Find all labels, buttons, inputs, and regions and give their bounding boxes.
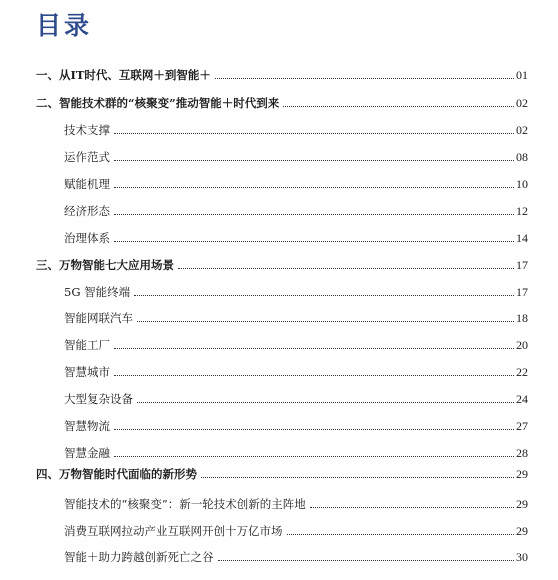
toc-entry-label: 智能＋助力跨越创新死亡之谷 [64, 550, 214, 564]
toc-entry-page-number: 12 [516, 204, 528, 218]
toc-entry-label: 运作范式 [64, 150, 110, 164]
toc-entry-page-number: 02 [516, 123, 528, 137]
dot-leader [287, 534, 515, 535]
dot-leader [114, 375, 514, 376]
toc-entry-label: 一、从IT时代、互联网＋到智能＋ [36, 68, 211, 82]
dot-leader [215, 78, 514, 79]
toc-entry-page-number: 02 [516, 96, 528, 110]
dot-leader [114, 187, 514, 188]
toc-entry[interactable] [64, 361, 528, 379]
toc-entry-page-number: 10 [516, 177, 528, 191]
toc-entry-label: 智能网联汽车 [64, 311, 133, 325]
toc-entry-label: 智能工厂 [64, 338, 110, 352]
toc-entry-page-number: 17 [516, 285, 528, 299]
toc-entry[interactable] [64, 281, 528, 299]
dot-leader [114, 456, 514, 457]
dot-leader [218, 560, 515, 561]
toc-entry-label: 消费互联网拉动产业互联网开创十万亿市场 [64, 524, 283, 538]
toc-entry-label: 智慧物流 [64, 419, 110, 433]
toc-entry-page-number: 22 [516, 365, 528, 379]
toc-entry-page-number: 30 [516, 550, 528, 564]
toc-entry-page-number: 14 [516, 231, 528, 245]
toc-entry-page-number: 01 [516, 68, 528, 82]
dot-leader [114, 214, 514, 215]
toc-entry-page-number: 24 [516, 392, 528, 406]
toc-entry-label: 三、万物智能七大应用场景 [36, 258, 174, 272]
toc-entry[interactable] [64, 388, 528, 406]
toc-entry[interactable] [64, 173, 528, 191]
page-title: 目录 [36, 11, 93, 40]
toc-entry-label: 大型复杂设备 [64, 392, 133, 406]
toc-entry[interactable] [64, 546, 528, 564]
toc-entry[interactable] [64, 493, 528, 511]
toc-entry-label: 智能技术的“核聚变”：新一轮技术创新的主阵地 [64, 497, 306, 511]
toc-entry[interactable] [36, 463, 528, 481]
toc-entry-label: 赋能机理 [64, 177, 110, 191]
dot-leader [310, 507, 514, 508]
dot-leader [201, 477, 514, 478]
dot-leader [114, 160, 514, 161]
dot-leader [137, 321, 514, 322]
dot-leader [137, 402, 514, 403]
toc-entry[interactable] [64, 442, 528, 460]
toc-entry-page-number: 29 [516, 467, 528, 481]
toc-entry-label: 四、万物智能时代面临的新形势 [36, 467, 197, 481]
toc-entry-label: 5G 智能终端 [64, 285, 131, 299]
toc-entry[interactable] [64, 227, 528, 245]
dot-leader [114, 429, 514, 430]
toc-entry[interactable] [64, 415, 528, 433]
dot-leader [114, 241, 514, 242]
dot-leader [114, 348, 514, 349]
toc-entry[interactable] [36, 92, 528, 110]
toc-entry-label: 治理体系 [64, 231, 110, 245]
dot-leader [114, 133, 514, 134]
toc-entry[interactable] [64, 200, 528, 218]
toc-entry-label: 智慧金融 [64, 446, 110, 460]
toc-entry-page-number: 28 [516, 446, 528, 460]
toc-entry[interactable] [64, 119, 528, 137]
toc-entry-page-number: 20 [516, 338, 528, 352]
dot-leader [134, 295, 514, 296]
toc-entry[interactable] [36, 254, 528, 272]
dot-leader [283, 106, 514, 107]
toc-entry-page-number: 27 [516, 419, 528, 433]
toc-entry-label: 智慧城市 [64, 365, 110, 379]
toc-entry[interactable] [64, 307, 528, 325]
toc-entry-page-number: 29 [516, 497, 528, 511]
toc-entry[interactable] [64, 146, 528, 164]
toc-entry-page-number: 17 [516, 258, 528, 272]
toc-entry-page-number: 18 [516, 311, 528, 325]
toc-entry-label: 二、智能技术群的“核聚变”推动智能＋时代到来 [36, 96, 280, 110]
toc-entry-label: 经济形态 [64, 204, 110, 218]
toc-entry-page-number: 29 [516, 524, 528, 538]
toc-entry[interactable] [36, 64, 528, 82]
toc-entry[interactable] [64, 520, 528, 538]
toc-entry[interactable] [64, 334, 528, 352]
toc-entry-label: 技术支撑 [64, 123, 110, 137]
dot-leader [178, 268, 514, 269]
toc-entry-page-number: 08 [516, 150, 528, 164]
